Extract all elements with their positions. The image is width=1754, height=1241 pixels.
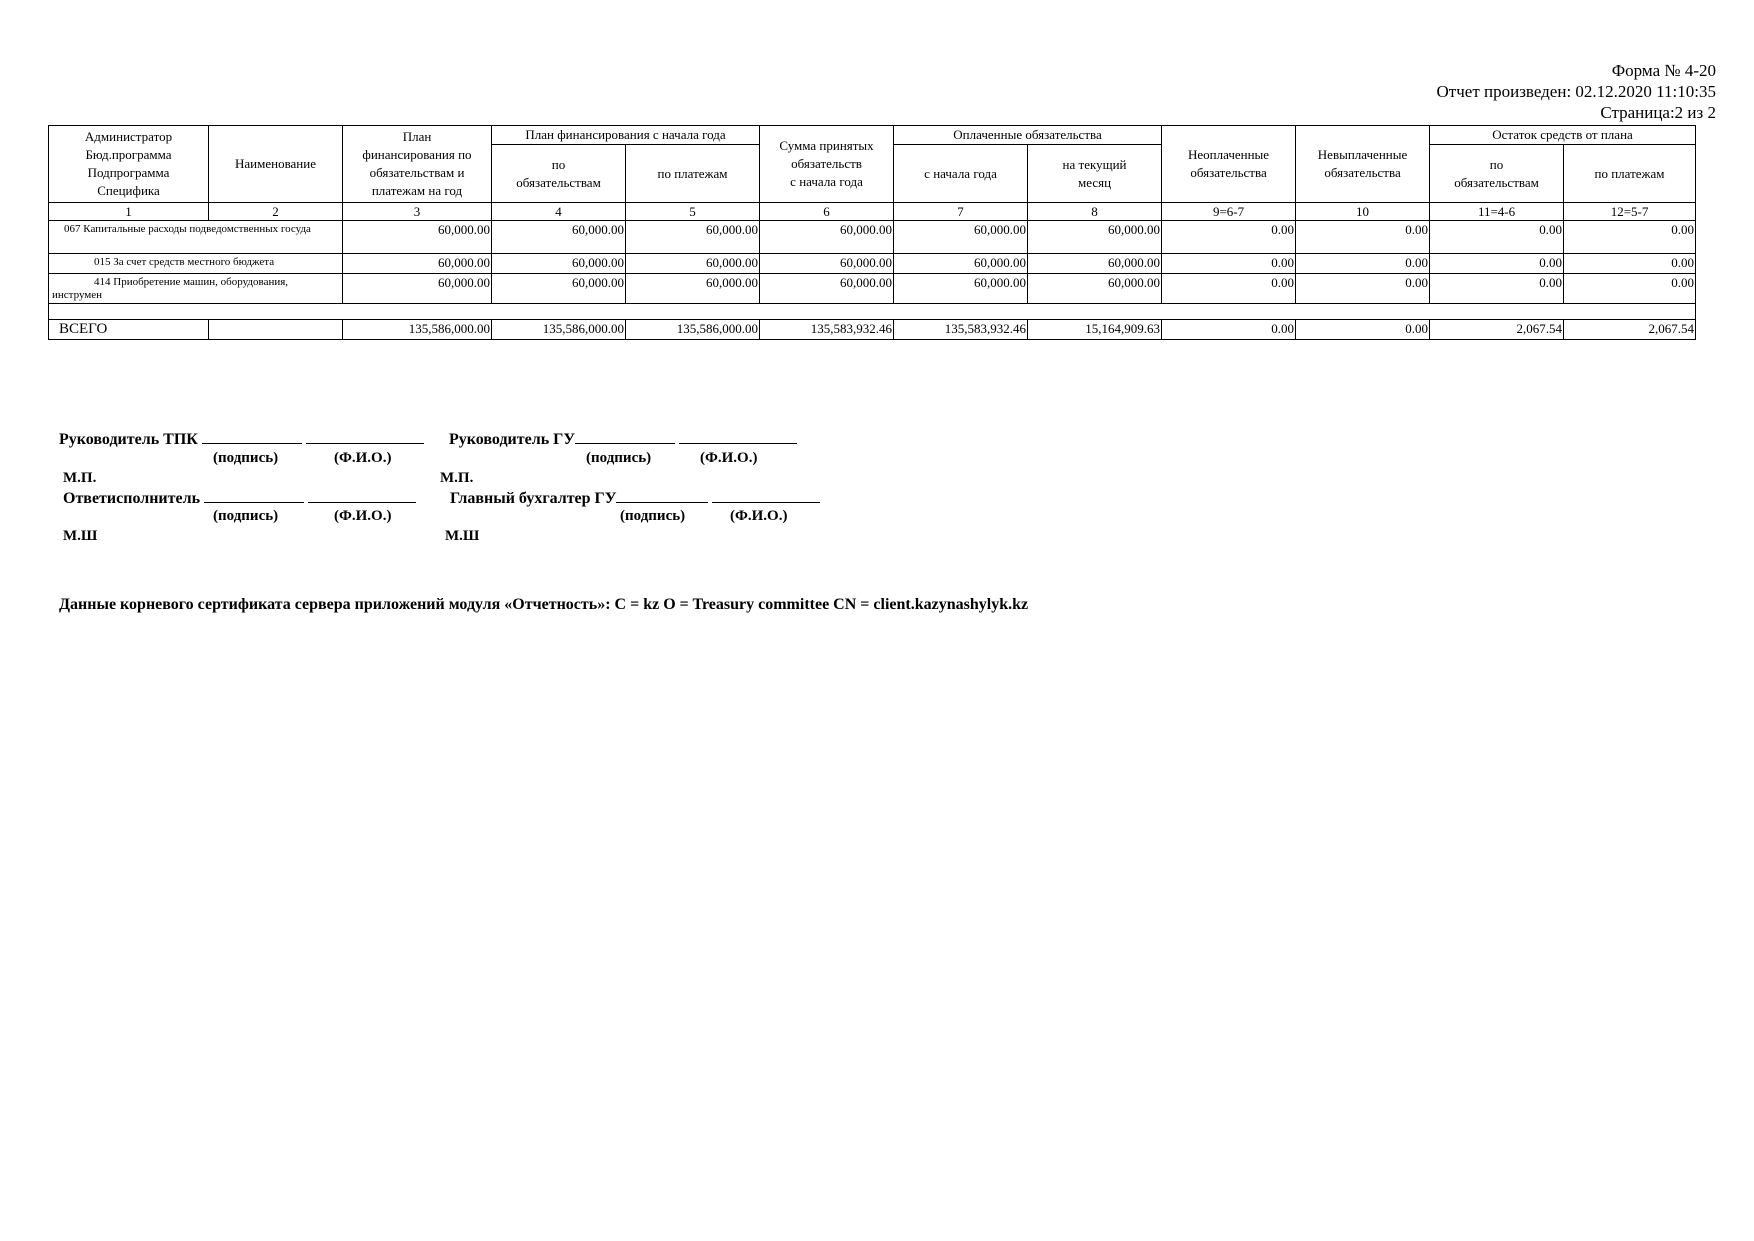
col-header-plan-start-obligations: по обязательствам bbox=[492, 145, 626, 203]
row-value: 0.00 bbox=[1162, 254, 1296, 274]
report-produced-timestamp: Отчет произведен: 02.12.2020 11:10:35 bbox=[1436, 82, 1716, 101]
row-value: 60,000.00 bbox=[894, 221, 1028, 254]
fio-caption: (Ф.И.О.) bbox=[730, 508, 788, 524]
signature-line bbox=[575, 429, 675, 444]
row-value: 60,000.00 bbox=[894, 274, 1028, 304]
col-header-not-paid-out: Невыплаченные обязательства bbox=[1296, 126, 1430, 203]
row-value: 0.00 bbox=[1564, 254, 1696, 274]
col-header-paid-start: с начала года bbox=[894, 145, 1028, 203]
total-value: 0.00 bbox=[1296, 320, 1430, 340]
row-value: 0.00 bbox=[1296, 274, 1430, 304]
total-value: 2,067.54 bbox=[1564, 320, 1696, 340]
col-header-remain-payments: по платежам bbox=[1564, 145, 1696, 203]
signature-caption: (подпись) bbox=[213, 508, 279, 524]
signature-caption: (подпись) bbox=[620, 508, 686, 524]
row-value: 60,000.00 bbox=[492, 221, 626, 254]
signature-line bbox=[616, 488, 708, 503]
column-index: 11=4-6 bbox=[1430, 203, 1564, 221]
header-row-1 bbox=[49, 126, 1696, 145]
signature-executor: Ответисполнитель bbox=[63, 488, 416, 508]
col-header-remain-group: Остаток средств от плана bbox=[1430, 126, 1696, 145]
column-index: 9=6-7 bbox=[1162, 203, 1296, 221]
signature-head-tpk: Руководитель ТПК bbox=[59, 429, 424, 449]
col-header-paid-month: на текущий месяц bbox=[1028, 145, 1162, 203]
row-value: 60,000.00 bbox=[492, 254, 626, 274]
column-index-row bbox=[49, 203, 1696, 221]
total-value: 15,164,909.63 bbox=[1028, 320, 1162, 340]
row-value: 60,000.00 bbox=[1028, 254, 1162, 274]
total-value: 135,583,932.46 bbox=[760, 320, 894, 340]
col-header-accepted: Сумма принятых обязательств с начала года bbox=[760, 126, 894, 203]
name-line bbox=[712, 488, 820, 503]
stamp-place-label: М.Ш bbox=[445, 528, 480, 544]
row-value: 60,000.00 bbox=[1028, 274, 1162, 304]
row-value: 60,000.00 bbox=[760, 221, 894, 254]
signature-line bbox=[204, 488, 304, 503]
column-index: 12=5-7 bbox=[1564, 203, 1696, 221]
table-row bbox=[49, 254, 1696, 274]
row-name: 414 Приобретение машин, оборудования, инструмен bbox=[49, 274, 343, 304]
fio-caption: (Ф.И.О.) bbox=[334, 508, 392, 524]
row-name: 067 Капитальные расходы подведомственных госуда bbox=[49, 221, 343, 254]
row-value: 60,000.00 bbox=[1028, 221, 1162, 254]
column-index: 2 bbox=[209, 203, 343, 221]
row-value: 60,000.00 bbox=[760, 254, 894, 274]
total-value: 135,583,932.46 bbox=[894, 320, 1028, 340]
row-value: 0.00 bbox=[1296, 221, 1430, 254]
spacer-cell bbox=[49, 304, 1696, 320]
row-name: 015 За счет средств местного бюджета bbox=[49, 254, 343, 274]
signature-chief-accountant: Главный бухгалтер ГУ bbox=[450, 488, 820, 508]
row-value: 60,000.00 bbox=[760, 274, 894, 304]
stamp-place-label: М.Ш bbox=[63, 528, 98, 544]
total-label: ВСЕГО bbox=[49, 320, 209, 340]
report-header bbox=[1437, 60, 1716, 123]
stamp-place-label: М.П. bbox=[440, 470, 474, 486]
table-row bbox=[49, 221, 1696, 254]
row-value: 0.00 bbox=[1430, 221, 1564, 254]
total-value: 2,067.54 bbox=[1430, 320, 1564, 340]
row-value: 60,000.00 bbox=[894, 254, 1028, 274]
name-line bbox=[306, 429, 424, 444]
total-row bbox=[49, 320, 1696, 340]
row-value: 60,000.00 bbox=[626, 221, 760, 254]
fio-caption: (Ф.И.О.) bbox=[700, 450, 758, 466]
row-value: 0.00 bbox=[1430, 254, 1564, 274]
col-header-remain-obligations: по обязательствам bbox=[1430, 145, 1564, 203]
total-value: 135,586,000.00 bbox=[492, 320, 626, 340]
page-indicator: Страница:2 из 2 bbox=[1600, 103, 1716, 122]
row-value: 60,000.00 bbox=[626, 274, 760, 304]
signature-caption: (подпись) bbox=[586, 450, 652, 466]
column-index: 5 bbox=[626, 203, 760, 221]
signature-caption: (подпись) bbox=[213, 450, 279, 466]
row-value: 60,000.00 bbox=[626, 254, 760, 274]
total-value: 135,586,000.00 bbox=[343, 320, 492, 340]
col-header-name: Наименование bbox=[209, 126, 343, 203]
row-value: 0.00 bbox=[1162, 221, 1296, 254]
certificate-info: Данные корневого сертификата сервера приложений модуля «Отчетность»: C = kz O = Treasury committee CN = client.kazynashylyk.kz bbox=[59, 596, 1029, 613]
col-header-plan-start-payments: по платежам bbox=[626, 145, 760, 203]
column-index: 10 bbox=[1296, 203, 1430, 221]
name-line bbox=[679, 429, 797, 444]
stamp-place-label: М.П. bbox=[63, 470, 97, 486]
row-value: 0.00 bbox=[1564, 221, 1696, 254]
column-index: 4 bbox=[492, 203, 626, 221]
total-empty-cell bbox=[209, 320, 343, 340]
row-value: 60,000.00 bbox=[343, 274, 492, 304]
row-value: 60,000.00 bbox=[343, 221, 492, 254]
report-table bbox=[48, 125, 1696, 340]
row-value: 60,000.00 bbox=[492, 274, 626, 304]
row-value: 0.00 bbox=[1564, 274, 1696, 304]
row-value: 0.00 bbox=[1296, 254, 1430, 274]
table-row bbox=[49, 274, 1696, 304]
col-header-unpaid: Неоплаченные обязательства bbox=[1162, 126, 1296, 203]
name-line bbox=[308, 488, 416, 503]
row-value: 60,000.00 bbox=[343, 254, 492, 274]
column-index: 8 bbox=[1028, 203, 1162, 221]
row-value: 0.00 bbox=[1162, 274, 1296, 304]
col-header-plan-year: План финансирования по обязательствам и платежам на год bbox=[343, 126, 492, 203]
fio-caption: (Ф.И.О.) bbox=[334, 450, 392, 466]
col-header-admin: Администратор Бюд.программа Подпрограмма Специфика bbox=[49, 126, 209, 203]
column-index: 6 bbox=[760, 203, 894, 221]
form-number: Форма № 4-20 bbox=[1611, 61, 1716, 80]
col-header-paid-group: Оплаченные обязательства bbox=[894, 126, 1162, 145]
signature-head-gu: Руководитель ГУ bbox=[449, 429, 797, 449]
col-header-plan-start-group: План финансирования с начала года bbox=[492, 126, 760, 145]
column-index: 7 bbox=[894, 203, 1028, 221]
column-index: 3 bbox=[343, 203, 492, 221]
spacer-row bbox=[49, 304, 1696, 320]
signature-line bbox=[202, 429, 302, 444]
total-value: 135,586,000.00 bbox=[626, 320, 760, 340]
total-value: 0.00 bbox=[1162, 320, 1296, 340]
row-value: 0.00 bbox=[1430, 274, 1564, 304]
column-index: 1 bbox=[49, 203, 209, 221]
